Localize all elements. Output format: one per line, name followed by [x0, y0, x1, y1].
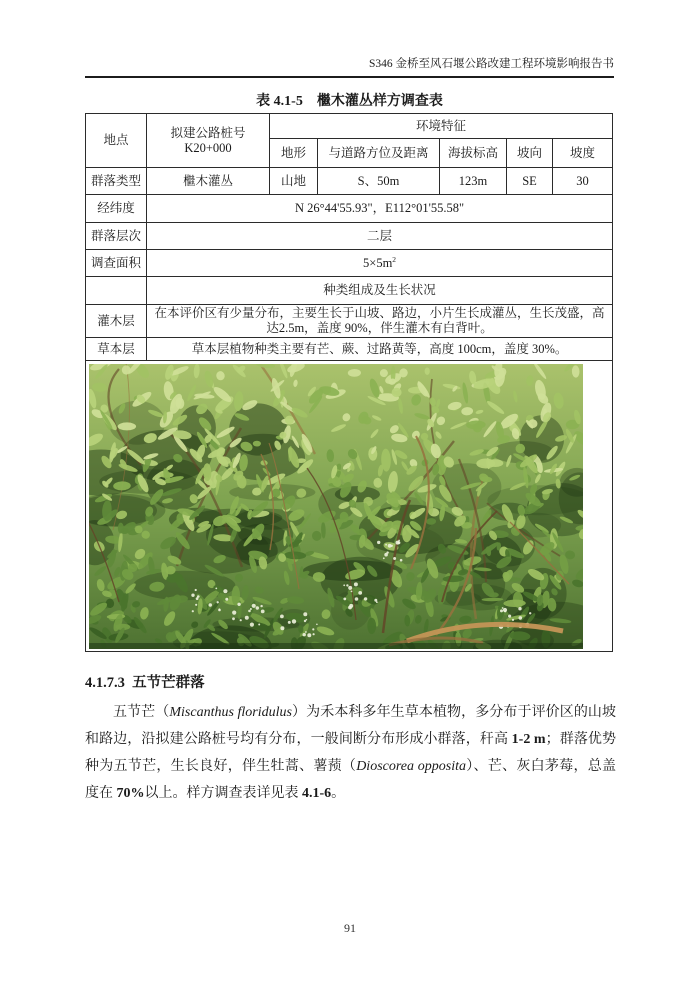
- table-title: 表 4.1-5 檵木灌丛样方调查表: [256, 94, 443, 109]
- page-number: 91: [344, 921, 356, 935]
- table-row: [86, 168, 613, 195]
- cell-community-type-value: 檵木灌丛: [147, 168, 270, 195]
- cell-col-terrain: 地形: [270, 139, 318, 168]
- cell-slope-value: 30: [553, 168, 613, 195]
- table-row: [86, 361, 613, 652]
- table-row: [86, 195, 613, 223]
- cell-col-altitude: 海拔标高: [440, 139, 507, 168]
- header-title: S346 金桥至风石堰公路改建工程环境影响报告书: [368, 58, 614, 70]
- cell-stake-number: [147, 114, 270, 168]
- cell-latlon-value: N 26°44'55.93"，E112°01'55.58": [147, 195, 613, 223]
- table-row: [86, 305, 613, 338]
- cell-herb-text: 草本层植物种类主要有芒、蕨、过路黄等，高度 100cm，盖度 30%。: [147, 338, 613, 361]
- cell-community-type-label: 群落类型: [86, 168, 147, 195]
- table-row: [86, 114, 613, 139]
- cell-terrain-value: 山地: [270, 168, 318, 195]
- vegetation-photo: [89, 364, 583, 649]
- cell-env-header: 环境特征: [270, 114, 613, 139]
- cell-aspect-value: SE: [507, 168, 553, 195]
- cell-composition-header: 种类组成及生长状况: [147, 277, 613, 305]
- cell-area-label: 调查面积: [86, 250, 147, 277]
- cell-area-value: $5\times 5m^2$: [147, 250, 613, 277]
- table-row: [86, 250, 613, 277]
- cell-col-aspect: 坡向: [507, 139, 553, 168]
- table-row: [86, 223, 613, 250]
- cell-col-slope: 坡度: [553, 139, 613, 168]
- cell-photo: [86, 361, 613, 652]
- table-row: [86, 338, 613, 361]
- section-heading: 4.1.7.3 五节芒群落: [85, 675, 205, 691]
- cell-altitude-value: 123m: [440, 168, 507, 195]
- stake-line2: K20+000: [184, 140, 232, 155]
- cell-shrub-label: 灌木层: [86, 305, 147, 338]
- sample-survey-table: [85, 113, 613, 652]
- cell-empty: [86, 277, 147, 305]
- cell-layers-value: 二层: [147, 223, 613, 250]
- page-header: [85, 56, 614, 78]
- section-paragraph: 五节芒（Miscanthus floridulus）为禾本科多年生草本植物，多分布于评价区的山坡和路边，沿拟建公路桩号均有分布，一般间断分布形成小群落，秆高 1-2 m；群落优势种为五节芒，生长良好，伴生牡蒿、薯蓣（Dioscorea opposita）、芒、灰白茅莓，总盖度在 70%以上。样方调查表详见表 4.1-6。: [85, 705, 617, 801]
- cell-herb-label: 草本层: [86, 338, 147, 361]
- cell-location-label: 地点: [86, 114, 147, 168]
- table-row: [86, 277, 613, 305]
- cell-col-road: 与道路方位及距离: [318, 139, 440, 168]
- cell-latlon-label: 经纬度: [86, 195, 147, 223]
- stake-line1: 拟建公路桩号: [170, 125, 246, 140]
- cell-layers-label: 群落层次: [86, 223, 147, 250]
- cell-shrub-text: 在本评价区有少量分布，主要生长于山坡、路边，小片生长成灌丛，生长茂盛，高达2.5m，盖度 90%，伴生灌木有白背叶。: [147, 305, 613, 338]
- cell-road-value: S、50m: [318, 168, 440, 195]
